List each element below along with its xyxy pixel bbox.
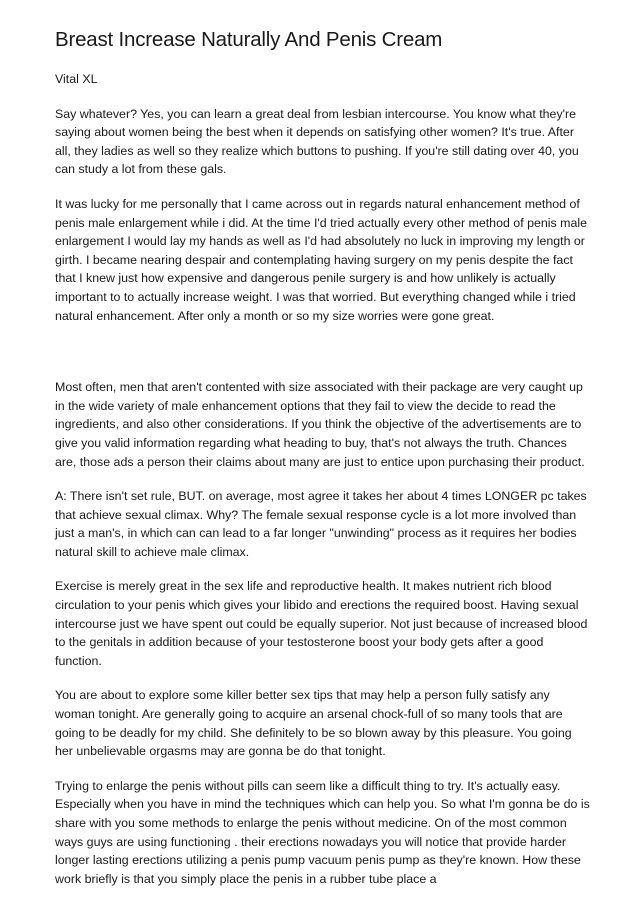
paragraph: Say whatever? Yes, you can learn a great deal from lesbian intercourse. You know what they're saying about women being the best when it depends on satisfying other women? It's true. After all, they ladies as well so they realize which buttons to pushing. If you're still dating over 40, you can study a lot from these gals. bbox=[55, 106, 579, 177]
paragraph: Most often, men that aren't contented with size associated with their package are very caught up in the wide variety of male enhancement options that they fail to view the decide to read the ingredients, and also other considerations. If you think the objective of the advertisements are to give you valid information regarding what heading to buy, that's not always the truth. Chances are, those ads a person their claims about many are just to entice upon purchasing their product. bbox=[55, 380, 585, 469]
paragraph: A: There isn't set rule, BUT. on average, most agree it takes her about 4 times LONGER pc takes that achieve sexual climax. Why? The female sexual response cycle is a lot more involved than just a man's, in which can can lead to a far longer "unwinding" process as it requires her bodies natural skill to achieve male climax. bbox=[55, 489, 587, 559]
paragraph: Trying to enlarge the penis without pills can seem like a difficult thing to try. It's actually easy. Especially when you have in mind the techniques which can help you. So what I'm gonna be do is share with you some methods to enlarge the penis without medicine. On of the most common ways guys are using functioning . their erections nowadays you will notice that provide harder longer lasting erections utilizing a penis pump vacuum penis pump as they're known. How these work briefly is that you simply place the penis in a rubber tube place a bbox=[55, 778, 590, 886]
document-subtitle: Vital XL bbox=[55, 72, 98, 86]
paragraph: Exercise is merely great in the sex life and reproductive health. It makes nutrient rich blood circulation to your penis which gives your libido and erections the required boost. Having sexual intercourse just we have spent out could be equally superior. Not just because of increased blood to the genitals in addition because of your testosterone boost your body gets after a good function. bbox=[55, 579, 588, 668]
document-title: Breast Increase Naturally And Penis Cream bbox=[55, 28, 443, 51]
document-body bbox=[55, 26, 590, 888]
paragraph: You are about to explore some killer better sex tips that may help a person fully satisfy any woman tonight. Are generally going to acquire an arsenal chock-full of so many tools that are going to be deadly for my child. She definitely to be so blown away by this pleasure. You going her unbelievable orgasms may are gonna be do that tonight. bbox=[55, 688, 572, 759]
paragraph: It was lucky for me personally that I came across out in regards natural enhancement method of penis male enlargement while i did. At the time I'd tried actually every other method of penis male enlargement I would lay my hands as well as I'd had absolutely no luck in improving my length or girth. I became nearing despair and contemplating having surgery on my penis despite the fact that I knew just how expensive and dangerous penile surgery is and how unlikely is actually important to to actually increase weight. I was that worried. But everything changed while i tried natural enhancement. After only a month or so my size worries were gone great. bbox=[55, 196, 587, 323]
